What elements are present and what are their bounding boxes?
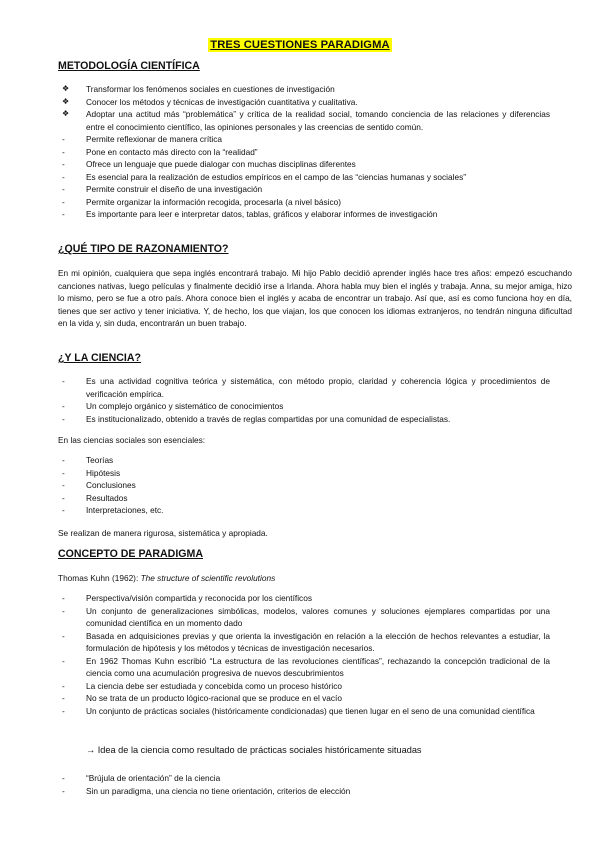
heading-ciencia: ¿Y LA CIENCIA? [58, 352, 141, 364]
dash-bullet-icon: - [62, 467, 65, 478]
dash-bullet-icon: - [62, 492, 65, 503]
title-container [0, 35, 600, 53]
list-item: - Conclusiones [62, 480, 136, 490]
kuhn-reference: Thomas Kuhn (1962): The structure of scientific revolutions [58, 573, 276, 583]
dash-bullet-icon: - [62, 655, 65, 666]
dash-bullet-icon: - [62, 605, 65, 616]
diamond-bullet-icon: ❖ [62, 84, 70, 93]
dash-bullet-icon: - [62, 134, 65, 144]
ciencia-closing: Se realizan de manera rigurosa, sistemática y apropiada. [58, 528, 268, 538]
dash-bullet-icon: - [62, 376, 65, 386]
paradigma-list [62, 592, 550, 717]
list-item: - Es importante para leer e interpretar datos, tablas, gráficos y elaborar informes de investigación [62, 209, 438, 219]
dash-bullet-icon: - [62, 159, 65, 169]
list-item: - Basada en adquisiciones previas y que orienta la investigación en relación a la elección de hechos relevantes a estudiar, la formulación de hipótesis y los métodos y técnicas de investigación necesarios. [62, 630, 550, 653]
list-item: - No se trata de un producto lógico-racional que se produce en el vacío [62, 693, 342, 703]
dash-bullet-icon: - [62, 401, 65, 411]
list-item: - Sin un paradigma, una ciencia no tiene orientación, criterios de elección [62, 785, 351, 796]
dash-bullet-icon: - [62, 630, 65, 641]
list-item: - La ciencia debe ser estudiada y concebida como un proceso histórico [62, 680, 342, 691]
dash-bullet-icon: - [62, 209, 65, 219]
diamond-bullet-icon: ❖ [62, 109, 70, 118]
kuhn-book-title: The structure of scientific revolutions [140, 573, 276, 583]
arrow-note: → Idea de la ciencia como resultado de prácticas sociales históricamente situadas [86, 745, 422, 755]
razonamiento-paragraph: En mi opinión, cualquiera que sepa inglés encontrará trabajo. Mi hijo Pablo decidió aprender inglés hace tres años: empezó escuchando canciones nativas, luego películas y finalmente decidió irse a Irlanda. Ahora habla muy bien el inglés y trabaja. Anna, su mejor amiga, hizo lo mismo, pero se fue a otro país. Ahora conoce bien el inglés y acaba de encontrar un trabajo. Así que, así es como funciona hoy en día, tienes que ser activo y tener iniciativa. Y, de hecho, los que viajan, los que conocen los idiomas extranjeros, no tendrán ninguna dificultad en la vida y, sin duda, encontrarán un buen trabajo. [58, 268, 572, 328]
list-item: - Perspectiva/visión compartida y reconocida por los científicos [62, 593, 312, 603]
list-item: - Ofrece un lenguaje que puede dialogar con muchas disciplinas diferentes [62, 159, 356, 169]
document-title: TRES CUESTIONES PARADIGMA [210, 39, 390, 51]
ciencia-list [62, 375, 550, 425]
list-item: - En 1962 Thomas Kuhn escribió “La estructura de las revoluciones científicas”, rechazando la concepción tradicional de la ciencia como una acumulación progresiva de nuevos descubrimientos [62, 655, 550, 678]
dash-bullet-icon: - [62, 773, 65, 783]
list-item: ❖ Adoptar una actitud más “problemática” y crítica de la realidad social, tomando conciencia de las relaciones y diferencias entre el conocimiento científico, las opiniones personales y las creencias de sentido común. [62, 109, 550, 132]
dash-bullet-icon: - [62, 693, 65, 703]
list-item: - Permite organizar la información recogida, procesarla (a nivel básico) [62, 196, 342, 207]
dash-bullet-icon: - [62, 705, 65, 716]
list-item: - Resultados [62, 492, 128, 503]
list-item: - Hipótesis [62, 467, 121, 478]
list-item: - Un conjunto de generalizaciones simbólicas, modelos, valores comunes y soluciones ejemplares compartidas por una comunidad científica en un momento dado [62, 605, 550, 628]
dash-bullet-icon: - [62, 196, 65, 207]
dash-bullet-icon: - [62, 785, 65, 796]
diamond-bullet-icon: ❖ [62, 96, 70, 106]
dash-bullet-icon: - [62, 171, 65, 182]
list-item: - Permite reflexionar de manera crítica [62, 134, 223, 144]
list-item: - “Brújula de orientación” de la ciencia [62, 773, 221, 783]
metodologia-list [62, 83, 550, 221]
list-item: - Un complejo orgánico y sistemático de conocimientos [62, 401, 284, 411]
dash-bullet-icon: - [62, 680, 65, 691]
heading-razonamiento: ¿QUÉ TIPO DE RAZONAMIENTO? [58, 243, 229, 255]
heading-metodologia: METODOLOGÍA CIENTÍFICA [58, 60, 200, 72]
list-item: - Es esencial para la realización de estudios empíricos en el campo de las “ciencias humanas y sociales” [62, 171, 467, 182]
dash-bullet-icon: - [62, 455, 65, 465]
essentials-list [62, 454, 550, 517]
heading-paradigma: CONCEPTO DE PARADIGMA [58, 548, 203, 560]
dash-bullet-icon: - [62, 505, 65, 515]
list-item: ❖ Transformar los fenómenos sociales en cuestiones de investigación [62, 84, 335, 94]
dash-bullet-icon: - [62, 146, 65, 157]
list-item: - Es una actividad cognitiva teórica y sistemática, con método propio, claridad y coherencia lógica y procedimientos de verificación empírica. [62, 376, 550, 399]
paradigma-list-2 [62, 772, 550, 797]
list-item: - Teorías [62, 455, 114, 465]
list-item: - Pone en contacto más directo con la “realidad” [62, 146, 258, 157]
dash-bullet-icon: - [62, 480, 65, 490]
list-item: - Permite construir el diseño de una investigación [62, 184, 263, 194]
list-item: ❖ Conocer los métodos y técnicas de investigación cuantitativa y cualitativa. [62, 96, 358, 107]
ciencia-intro: En las ciencias sociales son esenciales: [58, 435, 206, 445]
dash-bullet-icon: - [62, 413, 65, 424]
dash-bullet-icon: - [62, 593, 65, 603]
dash-bullet-icon: - [62, 184, 65, 194]
list-item: - Interpretaciones, etc. [62, 505, 164, 515]
list-item: - Es institucionalizado, obtenido a través de reglas compartidas por una comunidad de especialistas. [62, 413, 451, 424]
list-item: - Un conjunto de prácticas sociales (históricamente condicionadas) que tienen lugar en el seno de una comunidad científica [62, 705, 535, 716]
